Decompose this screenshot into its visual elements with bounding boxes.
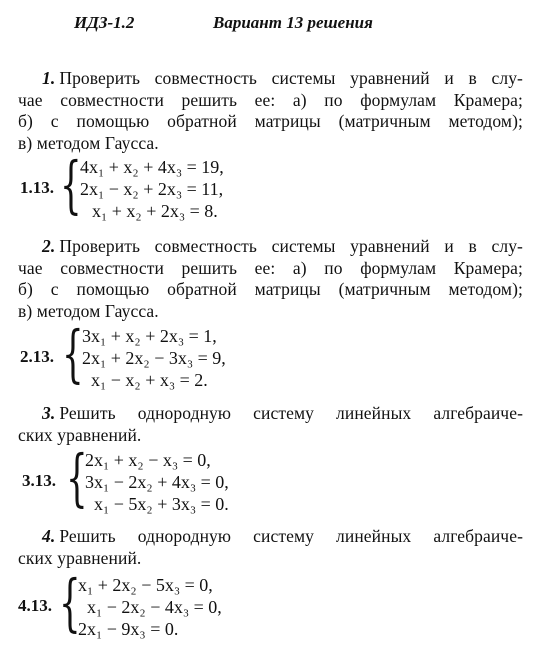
system-label: 4.13. — [18, 596, 52, 615]
task-4 — [18, 526, 523, 569]
task-number: 1. — [42, 68, 56, 88]
equation: x₁ + 2x₂ − 5x₃ = 0, — [78, 575, 213, 595]
task-text-line: чае совместности решить ее: а) по формулам Крамера; — [18, 257, 523, 278]
task-text-line: 2. Проверить совместность системы уравнений и в слу- — [42, 236, 523, 256]
system-label: 3.13. — [22, 471, 56, 490]
page-header — [0, 13, 538, 35]
left-brace: { — [62, 317, 84, 390]
task-text-line: 1. Проверить совместность системы уравнений и в слу- — [42, 68, 523, 88]
left-brace: { — [60, 148, 82, 221]
equation: x₁ − x₂ + x₃ = 2. — [91, 370, 208, 390]
equations — [85, 449, 229, 515]
left-brace: { — [66, 441, 88, 514]
equation: 2x₁ − x₂ + 2x₃ = 11, — [80, 179, 224, 199]
equation: 3x₁ − 2x₂ + 4x₃ = 0, — [85, 472, 229, 492]
task-text-line: в) методом Гаусса. — [18, 300, 159, 321]
document-title: ИДЗ-1.2 — [74, 13, 135, 32]
equation: 2x₁ − 9x₃ = 0. — [78, 619, 179, 639]
equations — [80, 156, 224, 222]
task-1 — [18, 68, 523, 154]
equation: x₁ − 5x₂ + 3x₃ = 0. — [94, 494, 229, 514]
task-text-line: ских уравнений. — [18, 547, 142, 568]
task-3 — [18, 403, 523, 446]
left-brace: { — [59, 566, 81, 639]
equation: x₁ − 2x₂ − 4x₃ = 0, — [87, 597, 222, 617]
task-number: 3. — [42, 403, 56, 423]
task-text-line: в) методом Гаусса. — [18, 132, 159, 153]
equation: 3x₁ + x₂ + 2x₃ = 1, — [82, 326, 217, 346]
task-number: 2. — [42, 236, 56, 256]
system-label: 1.13. — [20, 178, 54, 197]
system-label: 2.13. — [20, 347, 54, 366]
task-text-line: б) с помощью обратной матрицы (матричным методом); — [18, 111, 523, 131]
equation: 2x₁ + x₂ − x₃ = 0, — [85, 450, 211, 470]
task-2 — [18, 236, 523, 322]
task-text-line: 4. Решить однородную систему линейных алгебраиче- — [42, 526, 523, 546]
task-text-line: чае совместности решить ее: а) по формулам Крамера; — [18, 89, 523, 110]
equations — [82, 325, 226, 391]
task-number: 4. — [42, 526, 56, 546]
variant-title: Вариант 13 решения — [213, 13, 373, 32]
equation: x₁ + x₂ + 2x₃ = 8. — [92, 201, 218, 221]
equations — [78, 574, 222, 640]
equation: 2x₁ + 2x₂ − 3x₃ = 9, — [82, 348, 226, 368]
equation: 4x₁ + x₂ + 4x₃ = 19, — [80, 157, 224, 177]
task-text-line: б) с помощью обратной матрицы (матричным методом); — [18, 279, 523, 299]
task-text-line: 3. Решить однородную систему линейных алгебраиче- — [42, 403, 523, 423]
task-text-line: ских уравнений. — [18, 424, 142, 445]
